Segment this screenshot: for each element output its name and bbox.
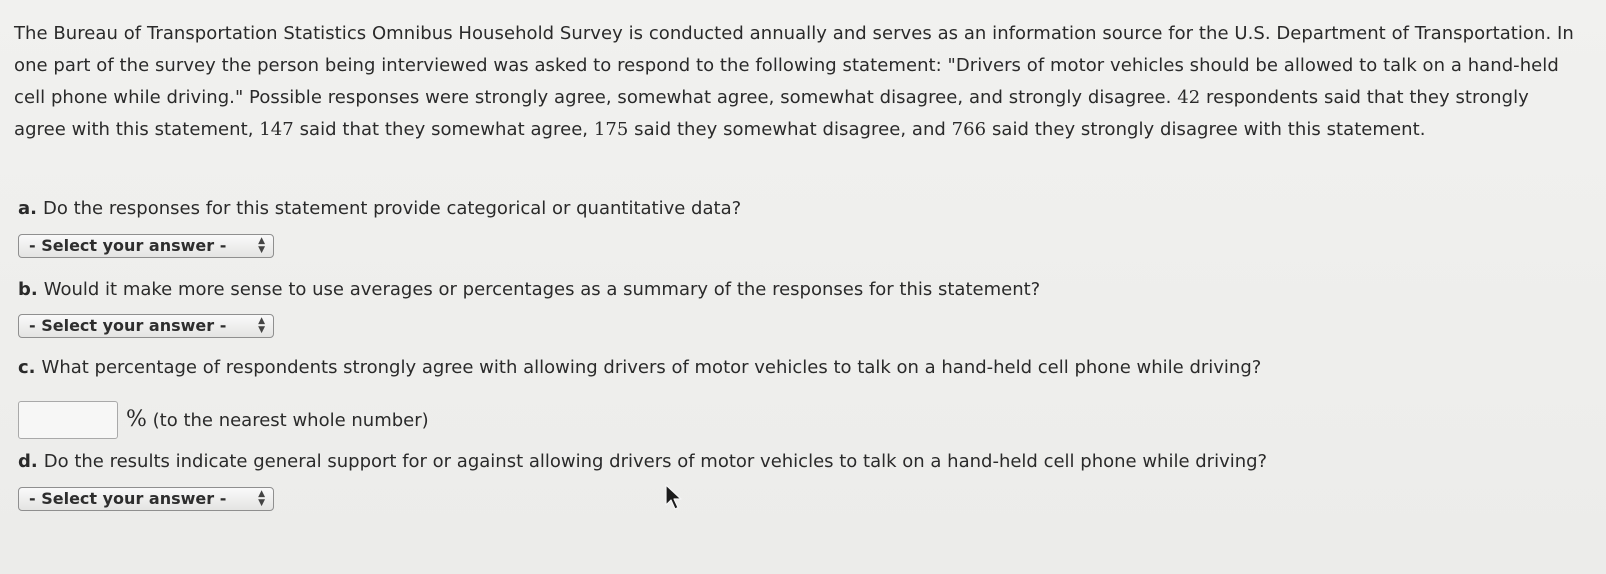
question-d-text: Do the results indicate general support for or against allowing drivers of motor vehicles to talk on a hand-held cell phone while driving?	[43, 451, 1268, 472]
question-c-letter: c.	[18, 357, 36, 378]
question-c	[18, 356, 1261, 380]
question-c-text: What percentage of respondents strongly agree with allowing drivers of motor vehicles to talk on a hand-held cell phone while driving?	[41, 357, 1262, 378]
question-d	[18, 450, 1267, 474]
mouse-pointer-icon	[664, 484, 684, 512]
question-a-letter: a.	[18, 198, 37, 219]
question-b-text: Would it make more sense to use averages or percentages as a summary of the responses for this statement?	[43, 279, 1041, 300]
answer-a-select-label: - Select your answer -	[29, 236, 227, 255]
count-somewhat-agree: 147	[259, 119, 294, 140]
count-somewhat-disagree: 175	[593, 119, 629, 140]
percent-sign: %	[126, 407, 147, 432]
question-a	[18, 197, 741, 221]
answer-c-suffix	[126, 408, 429, 433]
answer-c-hint: (to the nearest whole number)	[146, 410, 429, 431]
problem-statement	[14, 18, 1574, 146]
answer-d-select[interactable]	[18, 487, 274, 511]
question-b	[18, 278, 1040, 302]
updown-arrows-icon: ▲ ▼	[258, 316, 265, 335]
answer-b-select[interactable]	[18, 314, 274, 338]
answer-a-select[interactable]	[18, 234, 274, 258]
statement-text-1: The Bureau of Transportation Statistics Omnibus Household Survey is conducted annually and serves as an information source for the U.S. Department of Transportation. In one part of the survey the person being interviewed was asked to respond to the following statement: "Drivers of motor vehicles should be allowed to talk on a hand-held cell phone while driving." Possible responses were strongly agree, somewhat agree, somewhat disagree, and strongly disagree.	[14, 23, 1574, 108]
updown-arrows-icon: ▲ ▼	[258, 489, 265, 508]
count-strongly-disagree: 766	[951, 119, 987, 140]
statement-text-5: said they strongly disagree with this statement.	[986, 119, 1426, 140]
answer-b-select-label: - Select your answer -	[29, 316, 227, 335]
updown-arrows-icon: ▲ ▼	[258, 236, 265, 255]
question-a-text: Do the responses for this statement provide categorical or quantitative data?	[42, 198, 742, 219]
question-d-letter: d.	[18, 451, 38, 472]
question-b-letter: b.	[18, 279, 38, 300]
count-strongly-agree: 42	[1177, 87, 1201, 108]
statement-text-3: said that they somewhat agree,	[293, 119, 594, 140]
statement-text-2: respondents said that they strongly agree with this statement,	[14, 87, 1529, 140]
statement-text-4: said they somewhat disagree, and	[628, 119, 952, 140]
answer-c-percent-input[interactable]	[18, 401, 118, 439]
answer-d-select-label: - Select your answer -	[29, 489, 227, 508]
